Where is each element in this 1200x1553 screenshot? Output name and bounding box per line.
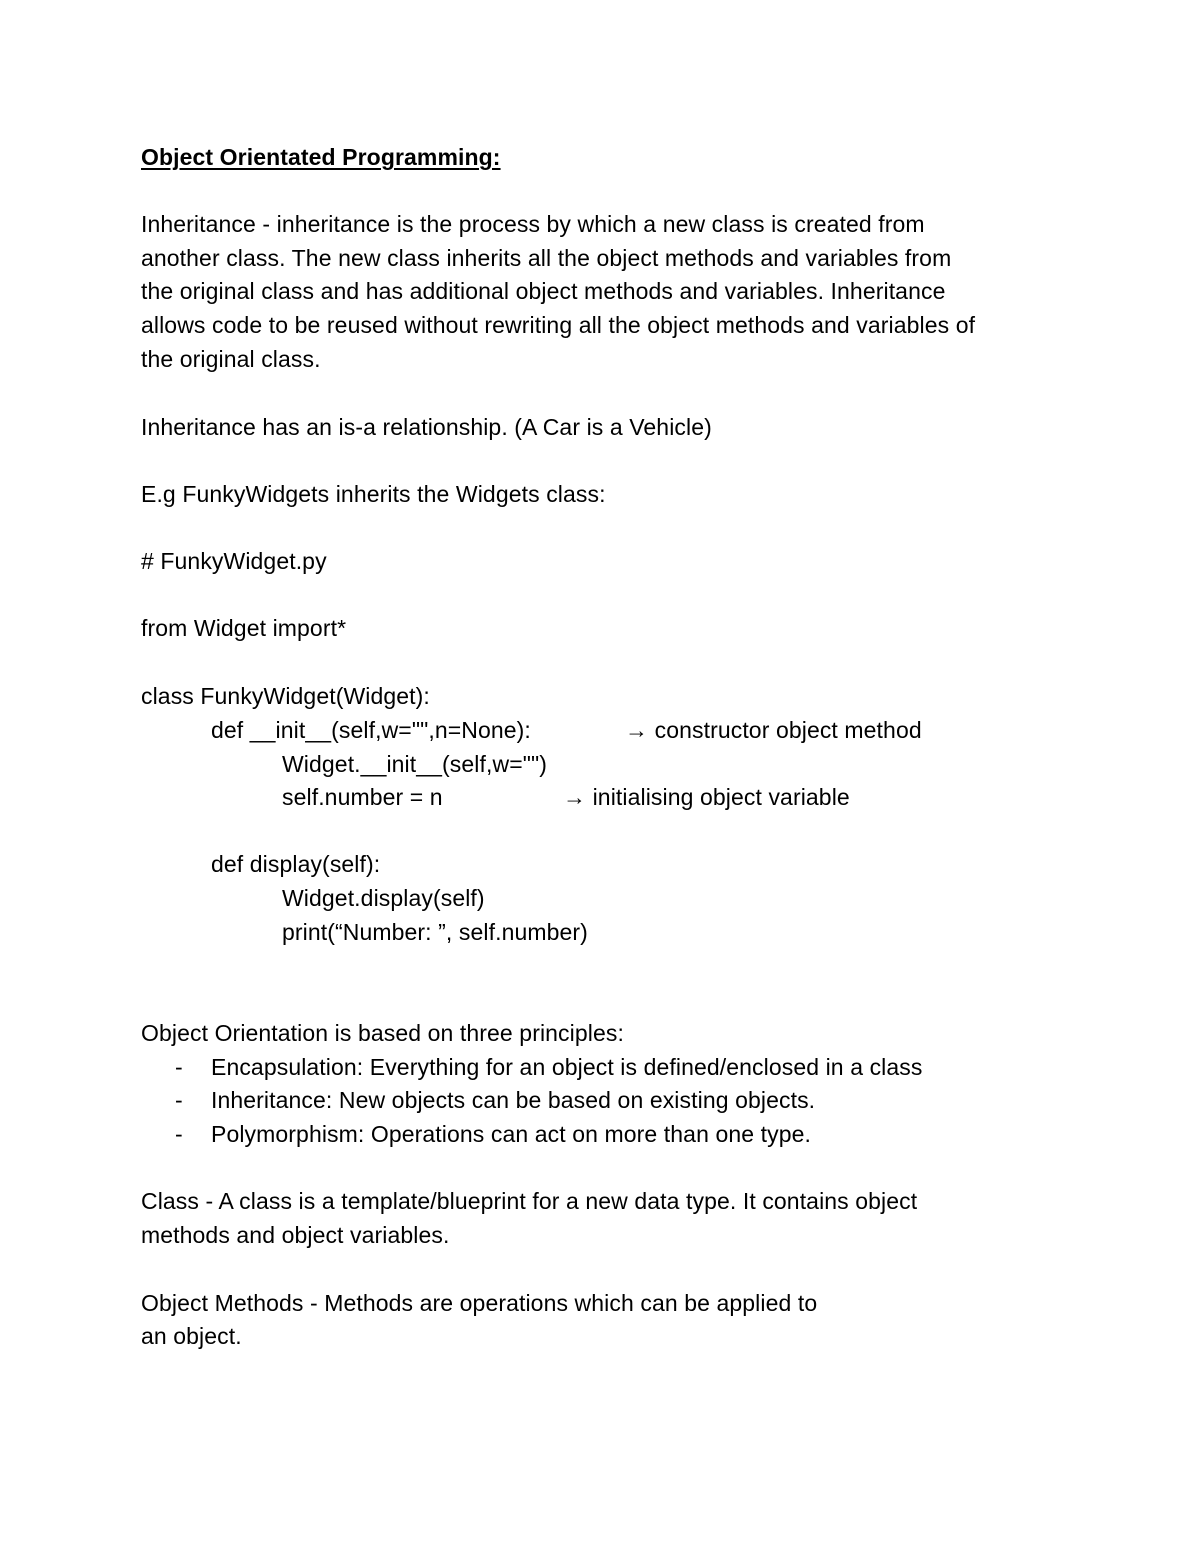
- principles-intro: Object Orientation is based on three principles:: [141, 1020, 624, 1046]
- code-super-init: Widget.__init__(self,w=""): [282, 751, 548, 777]
- inheritance-line-1: Inheritance - inheritance is the process by which a new class is created from: [141, 211, 925, 237]
- class-definition-line-1: Class - A class is a template/blueprint for a new data type. It contains object: [141, 1188, 918, 1214]
- principle-inheritance: Inheritance: New objects can be based on existing objects.: [211, 1087, 816, 1113]
- inheritance-line-4: allows code to be reused without rewriting all the object methods and variables of: [141, 312, 976, 338]
- code-comment: # FunkyWidget.py: [141, 548, 327, 574]
- bullet-marker: -: [175, 1087, 183, 1113]
- is-a-line: Inheritance has an is-a relationship. (A Car is a Vehicle): [141, 414, 712, 440]
- code-print-line: print(“Number: ”, self.number): [282, 919, 588, 945]
- code-display-def: def display(self):: [211, 851, 381, 877]
- class-definition-line-2: methods and object variables.: [141, 1222, 450, 1248]
- bullet-marker: -: [175, 1054, 183, 1080]
- inheritance-line-3: the original class and has additional object methods and variables. Inheritance: [141, 278, 946, 304]
- code-assign-note: → initialising object variable: [563, 784, 850, 810]
- page-title: Object Orientated Programming:: [141, 144, 501, 170]
- methods-definition-line-1: Object Methods - Methods are operations which can be applied to: [141, 1290, 818, 1316]
- code-class-line: class FunkyWidget(Widget):: [141, 683, 430, 709]
- code-display-call: Widget.display(self): [282, 885, 485, 911]
- code-init-note: → constructor object method: [625, 717, 922, 743]
- code-import-line: from Widget import*: [141, 615, 347, 641]
- principle-encapsulation: Encapsulation: Everything for an object is defined/enclosed in a class: [211, 1054, 923, 1080]
- code-assign-line: self.number = n: [282, 784, 443, 810]
- code-init-def: def __init__(self,w="",n=None):: [211, 717, 531, 743]
- inheritance-line-5: the original class.: [141, 346, 321, 372]
- example-intro: E.g FunkyWidgets inherits the Widgets class:: [141, 481, 606, 507]
- principle-polymorphism: Polymorphism: Operations can act on more than one type.: [211, 1121, 811, 1147]
- methods-definition-line-2: an object.: [141, 1323, 242, 1349]
- bullet-marker: -: [175, 1121, 183, 1147]
- inheritance-line-2: another class. The new class inherits all the object methods and variables from: [141, 245, 952, 271]
